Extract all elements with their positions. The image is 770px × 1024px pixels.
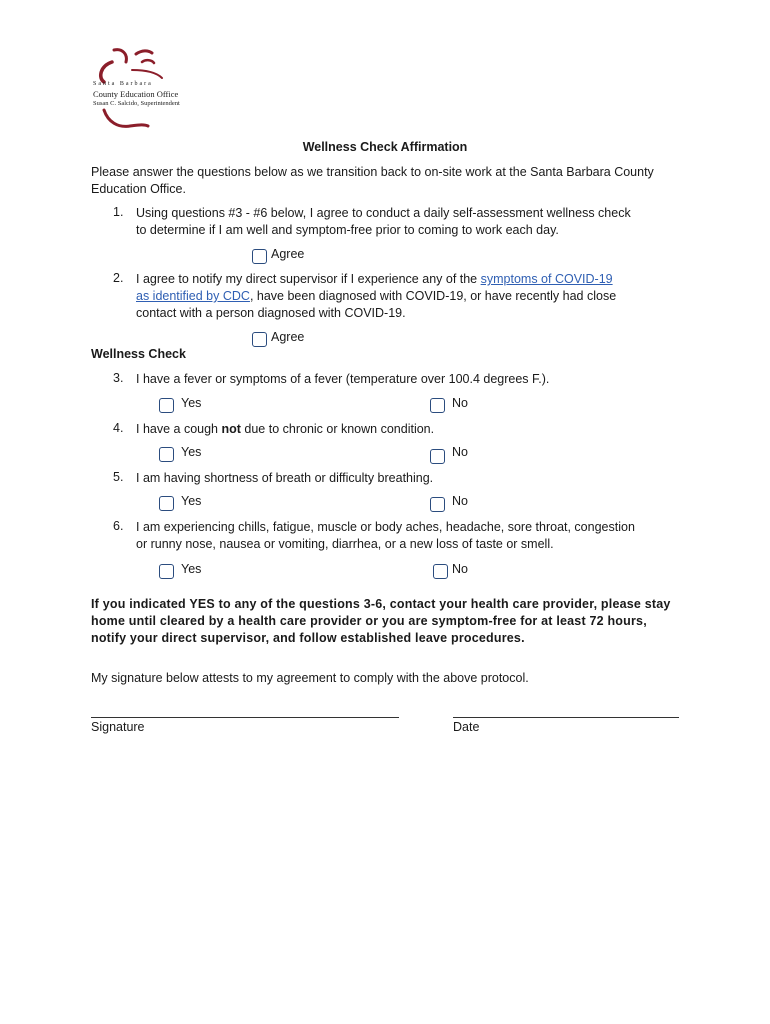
question-number: 5.: [113, 470, 124, 484]
item-text-line1: [136, 271, 676, 288]
signature-label: Signature: [91, 720, 145, 734]
q6-no-checkbox[interactable]: [433, 564, 448, 579]
q5-no-checkbox[interactable]: [430, 497, 445, 512]
q3-yes-label: Yes: [181, 396, 202, 410]
agree-label-1: Agree: [271, 247, 305, 261]
q4-yes-label: Yes: [181, 445, 202, 459]
q4-yes-checkbox[interactable]: [159, 447, 174, 462]
date-line[interactable]: [453, 717, 679, 718]
q6-yes-checkbox[interactable]: [159, 564, 174, 579]
item-text-line2: [136, 288, 676, 305]
item-text-line2: to determine if I am well and symptom-free prior to coming to work each day.: [136, 223, 559, 237]
agree-label-2: Agree: [271, 330, 305, 344]
item-text-line1: Using questions #3 - #6 below, I agree to conduct a daily self-assessment wellness check: [136, 206, 631, 220]
superintendent-line: Susan C. Salcido, Superintendent: [93, 100, 180, 107]
q6-yes-label: Yes: [181, 562, 202, 576]
question-text: I am having shortness of breath or difficulty breathing.: [136, 471, 434, 485]
q3-yes-checkbox[interactable]: [159, 398, 174, 413]
q5-no-label: No: [452, 494, 468, 508]
attestation-text: My signature below attests to my agreement to comply with the above protocol.: [91, 671, 529, 685]
question-text-emphasis: not: [221, 422, 241, 436]
date-label: Date: [453, 720, 480, 734]
item-text: [136, 271, 676, 322]
item-number: 2.: [113, 271, 124, 285]
org-name-line1: Santa Barbara: [93, 81, 153, 87]
signature-line[interactable]: [91, 717, 399, 718]
q4-no-checkbox[interactable]: [430, 449, 445, 464]
intro-paragraph: Please answer the questions below as we transition back to on-site work at the Santa Barbara County Education Office.: [91, 165, 654, 196]
question-text-line1: I am experiencing chills, fatigue, muscle or body aches, headache, sore throat, congestion: [136, 520, 635, 534]
q3-no-checkbox[interactable]: [430, 398, 445, 413]
question-text: [136, 421, 676, 438]
cdc-symptoms-link-continued[interactable]: as identified by CDC: [136, 289, 250, 303]
agree-checkbox-2[interactable]: [252, 332, 267, 347]
question-text: [136, 519, 676, 553]
question-text-part: due to chronic or known condition.: [240, 422, 435, 436]
question-number: 4.: [113, 421, 124, 435]
cdc-symptoms-link[interactable]: symptoms of COVID-19: [480, 272, 613, 286]
q4-no-label: No: [452, 445, 468, 459]
question-number: 3.: [113, 371, 124, 385]
item-number: 1.: [113, 205, 124, 219]
item-text: [136, 205, 676, 239]
org-logo: [92, 44, 202, 134]
question-text: I have a fever or symptoms of a fever (temperature over 100.4 degrees F.).: [136, 372, 550, 386]
instruction-warning: If you indicated YES to any of the questions 3-6, contact your health care provider, please stay home until cleared by a health care provider or you are symptom-free for at least 72 hours, notify your direct supervisor, and follow established leave procedures.: [91, 597, 671, 645]
q5-yes-label: Yes: [181, 494, 202, 508]
item-text-part: I agree to notify my direct supervisor if I experience any of the: [136, 272, 481, 286]
q6-no-label: No: [452, 562, 468, 576]
item-text-part: , have been diagnosed with COVID-19, or have recently had close: [249, 289, 617, 303]
question-number: 6.: [113, 519, 124, 533]
section-heading: Wellness Check: [91, 347, 186, 361]
question-text-line2: or runny nose, nausea or vomiting, diarrhea, or a new loss of taste or smell.: [136, 537, 554, 551]
agree-checkbox-1[interactable]: [252, 249, 267, 264]
org-name-line2: County Education Office: [93, 89, 179, 99]
question-text-part: I have a cough: [136, 422, 222, 436]
item-text-line3: contact with a person diagnosed with COVID-19.: [136, 306, 406, 320]
q3-no-label: No: [452, 396, 468, 410]
q5-yes-checkbox[interactable]: [159, 496, 174, 511]
page-title: Wellness Check Affirmation: [302, 140, 468, 154]
